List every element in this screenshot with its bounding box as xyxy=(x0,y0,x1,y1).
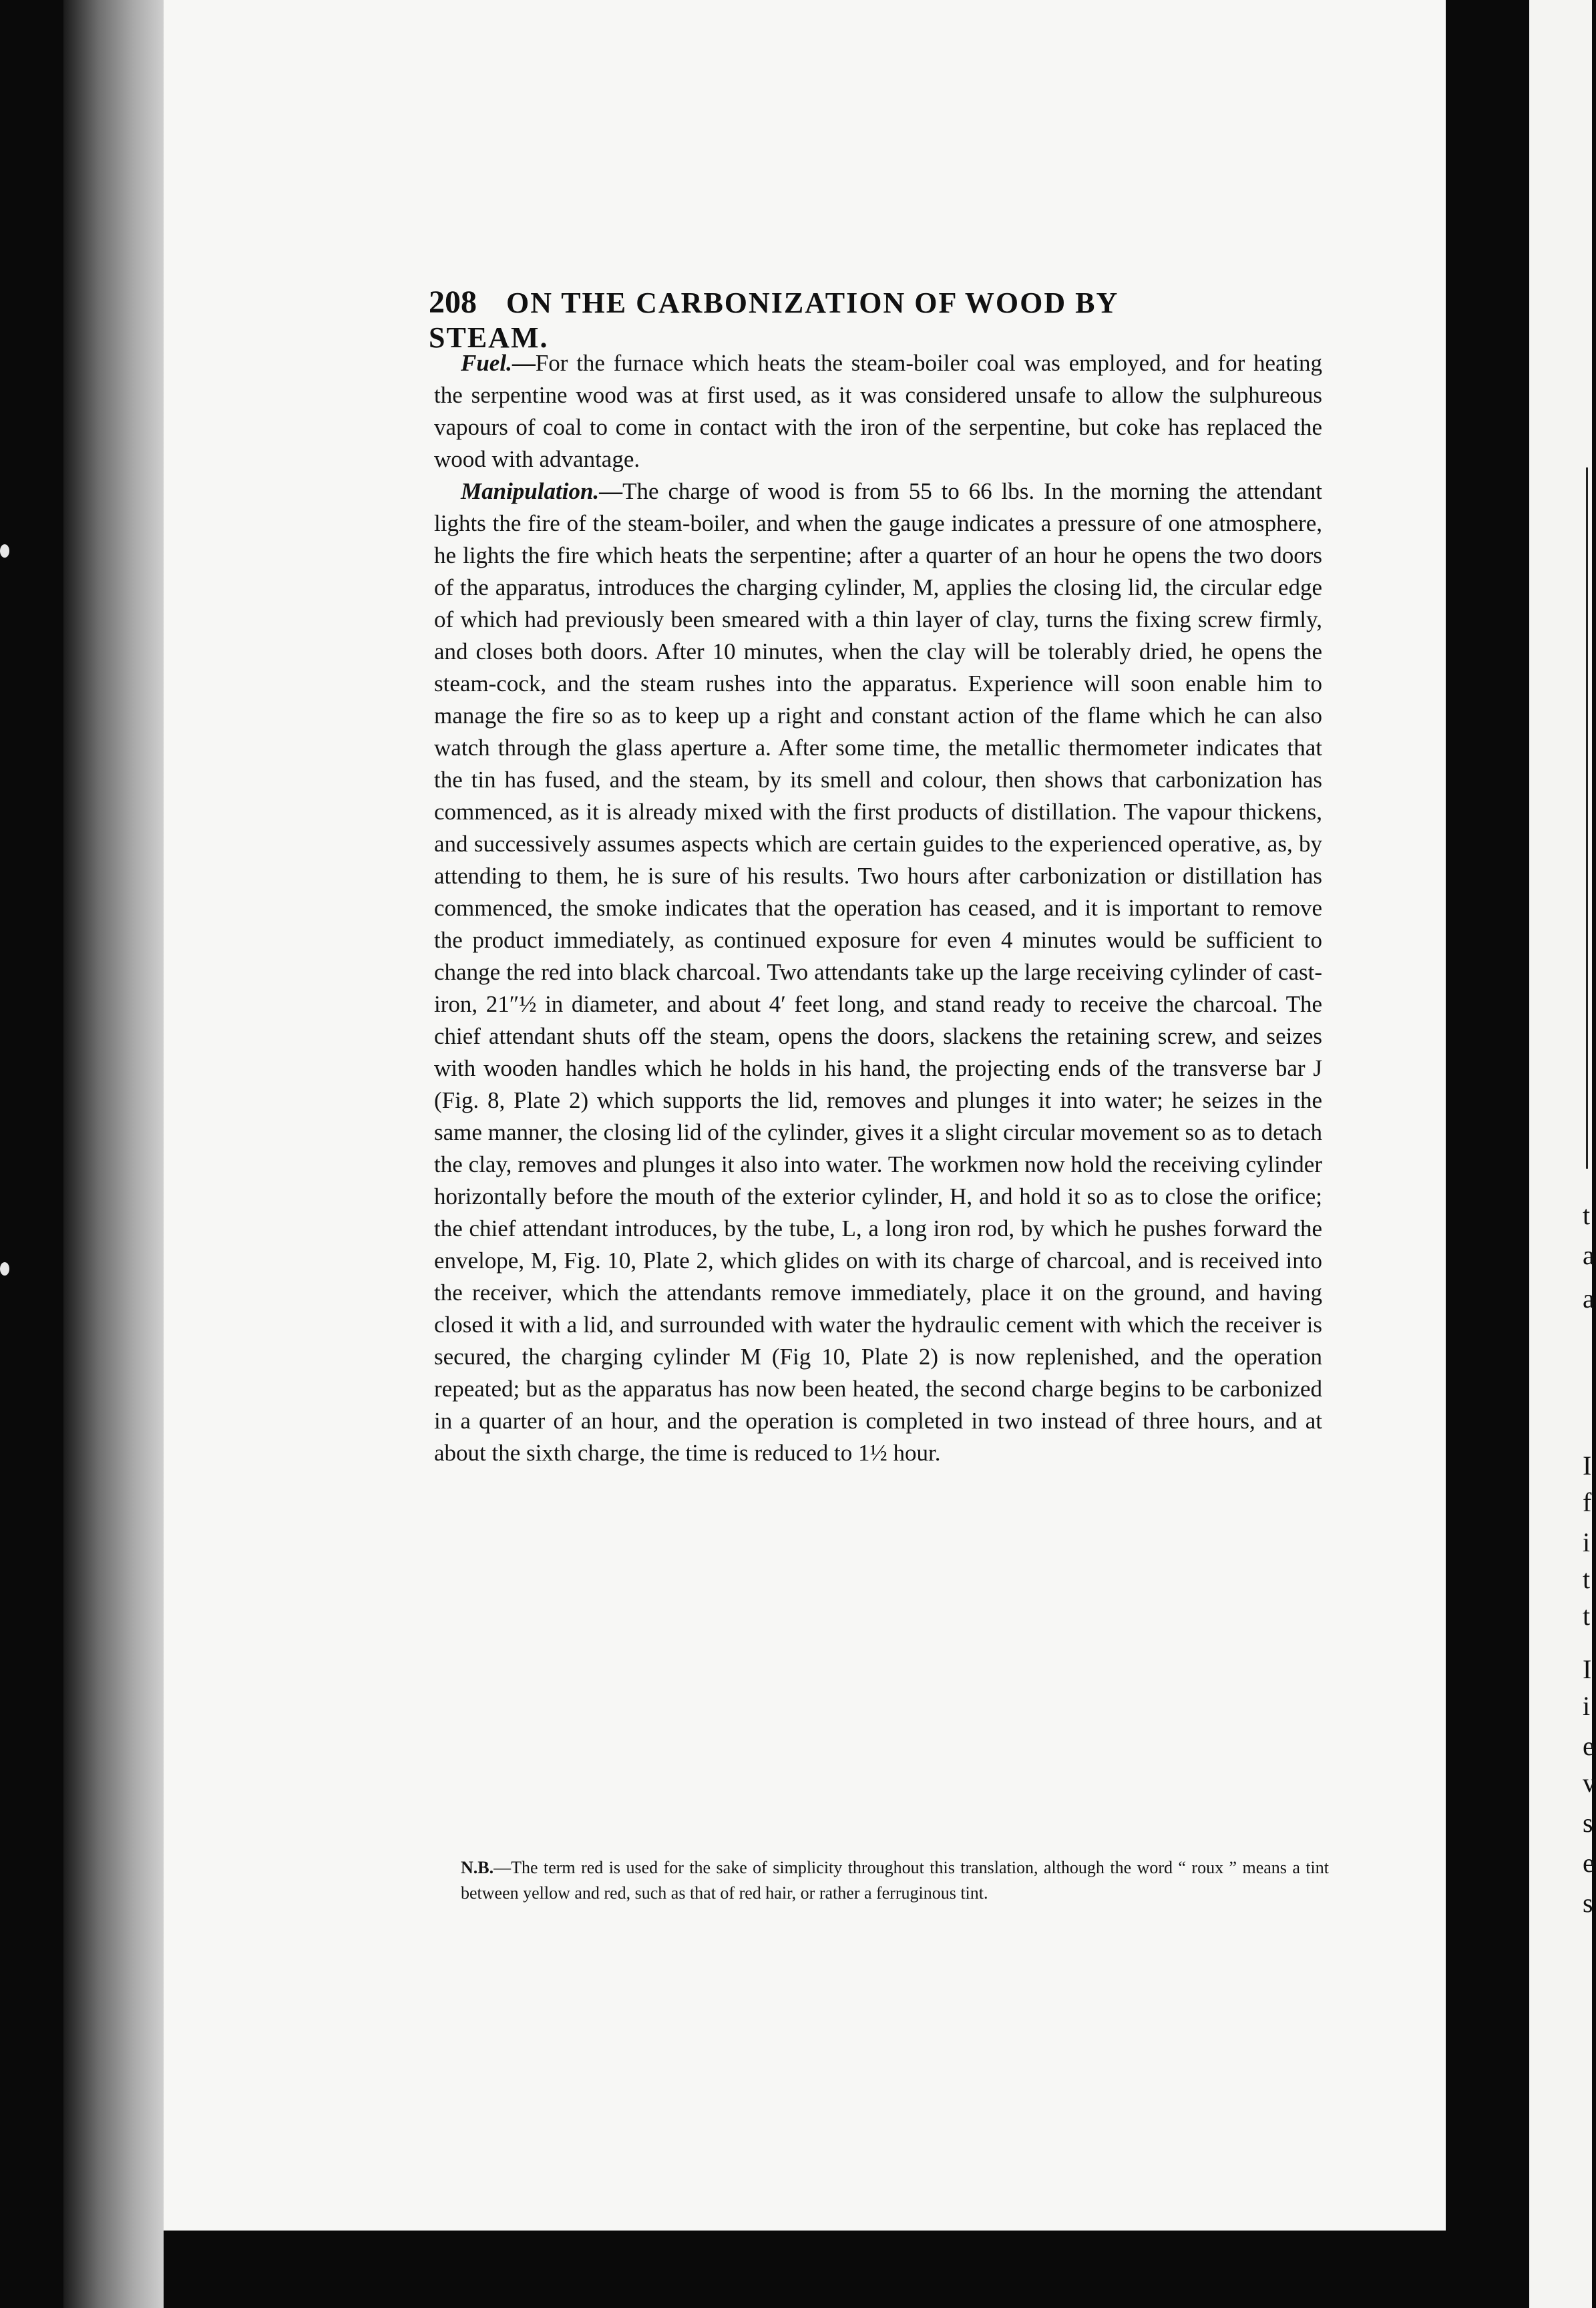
facing-page-fragment: f xyxy=(1583,1487,1592,1517)
paragraph-dash: — xyxy=(512,350,536,376)
running-title: ON THE CARBONIZATION OF WOOD BY STEAM. xyxy=(429,286,1118,354)
facing-page-fragment: e xyxy=(1583,1731,1595,1761)
paragraph-text: The charge of wood is from 55 to 66 lbs. In the morning the attendant lights the fire of the steam-boiler, and when the gauge indicates a pressure of one atmosphere, he lights the fire which heats the serpentine; after a quarter of an hour he opens the two doors of the apparatus, introduces the charging cylinder, M, applies the closing lid, the circular edge of which had previously been smeared with a thin layer of clay, turns the fixing screw firmly, and closes both doors. After 10 minutes, when the clay will be tolerably dried, he opens the steam-cock, and the steam rushes into the apparatus. Experience will soon enable him to manage the fire so as to keep up a right and constant action of the flame which he can also watch through the glass aperture a. After some time, the metallic thermometer indicates that the tin has fused, and the steam, by its smell and colour, then shows that carbonization has commenced, as it is already mixed with the first products of distillation. The vapour thickens, and successively assumes aspects which are certain guides to the experienced operative, as, by attending to them, he is sure of his results. Two hours after carbonization or distillation has commenced, the smoke indicates that the operation has ceased, and it is important to remove the product immediately, as continued exposure for even 4 minutes would be sufficient to change the red into black charcoal. Two attendants take up the large receiving cylinder of cast-iron, 21″½ in diameter, and about 4′ feet long, and stand ready to receive the charcoal. The chief attendant shuts off the steam, opens the doors, slackens the retaining screw, and seizes with wooden handles which he holds in his hand, the projecting ends of the transverse bar J (Fig. 8, Plate 2) which supports the lid, removes and plunges it into water; he seizes in the same manner, the closing lid of the cylinder, gives it a slight circular movement so as to detach the clay, removes and plunges it also into water. The workmen now hold the receiving cylinder horizontally before the mouth of the exterior cylinder, H, and hold it so as to close the orifice; the chief attendant introduces, by the tube, L, a long iron rod, by which he pushes forward the envelope, M, Fig. 10, Plate 2, which glides on with its charge of charcoal, and is received into the receiver, which the attendants remove immediately, place it on the ground, and having closed it with a lid, and surrounded with water the hydraulic cement with which the receiver is secured, the charging cylinder M (Fig 10, Plate 2) is now replenished, and the operation repeated; but as the apparatus has now been heated, the second charge begins to be carbonized in a quarter of an hour, and the operation is completed in two instead of three hours, and at about the sixth charge, the time is reduced to 1½ hour. xyxy=(434,478,1322,1466)
paragraph-lead: Fuel. xyxy=(461,350,512,376)
footnote-label: N.B. xyxy=(461,1858,494,1877)
facing-page-edge xyxy=(1529,0,1596,2308)
paragraph-manipulation xyxy=(434,475,1322,1469)
facing-page-fragment: I xyxy=(1583,1654,1592,1684)
scan-artifact-dot xyxy=(0,1262,9,1276)
paragraph-text: For the furnace which heats the steam-boiler coal was employed, and for heating the serpentine wood was at first used, as it was considered unsafe to allow the sulphureous vapours of coal to come in contact with the iron of the serpentine, but coke has replaced the wood with advantage. xyxy=(434,350,1322,472)
facing-page-fragment: I xyxy=(1583,1451,1592,1481)
facing-page-fragment: s xyxy=(1583,1888,1593,1918)
facing-page-fragment: a xyxy=(1583,1240,1595,1270)
book-spine-edge xyxy=(63,0,164,2308)
facing-page-fragment: t xyxy=(1583,1601,1591,1631)
facing-page-fragment: t xyxy=(1583,1200,1591,1230)
facing-page-fragment: v xyxy=(1583,1768,1596,1798)
facing-page-fragment: i xyxy=(1583,1691,1591,1721)
paragraph-lead: Manipulation. xyxy=(461,478,600,504)
paragraph-fuel xyxy=(434,347,1322,475)
facing-page-rule xyxy=(1586,467,1588,1169)
facing-page-fragment: a xyxy=(1583,1284,1595,1314)
paragraph-dash: — xyxy=(599,478,623,504)
footnote-text: —The term red is used for the sake of simplicity throughout this translation, although the word “ roux ” means a tint between yellow and red, such as that of red hair, or rather a ferruginous tint. xyxy=(461,1858,1329,1903)
facing-page-fragment: t xyxy=(1583,1564,1591,1594)
scan-artifact-dot xyxy=(0,544,9,558)
body-text xyxy=(434,347,1322,1469)
facing-page-fragment: i xyxy=(1583,1527,1591,1557)
footnote xyxy=(461,1855,1329,1906)
page-number: 208 xyxy=(429,284,477,320)
facing-page-fragment: e xyxy=(1583,1848,1595,1878)
running-header xyxy=(429,284,1197,355)
facing-page-fragment: s xyxy=(1583,1808,1593,1838)
